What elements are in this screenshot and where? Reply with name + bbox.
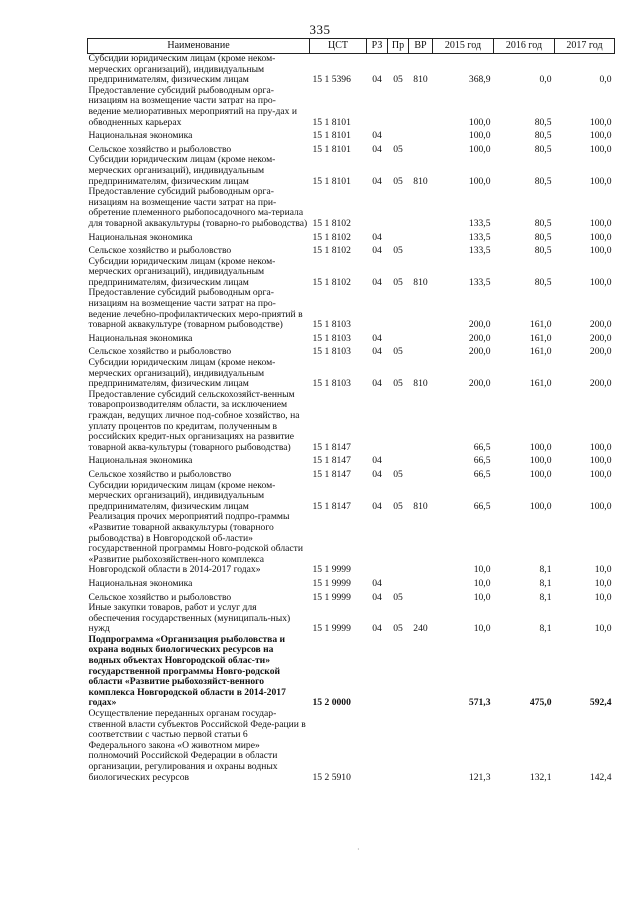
cell-2015: 200,0 bbox=[468, 346, 491, 358]
table-row bbox=[88, 54, 615, 86]
table-row bbox=[88, 358, 615, 390]
table-row bbox=[88, 709, 615, 783]
cell-pr: 05 bbox=[393, 143, 403, 155]
table-row bbox=[88, 288, 615, 330]
cell-vr bbox=[409, 230, 433, 244]
cell-2017: 10,0 bbox=[594, 623, 612, 635]
cell-2016: 161,0 bbox=[529, 346, 552, 358]
cell-vr bbox=[409, 467, 433, 481]
cell-rz: 04 bbox=[372, 378, 382, 390]
cell-pr: 05 bbox=[393, 623, 403, 635]
cell-pr: 05 bbox=[393, 468, 403, 480]
cell-pr: 05 bbox=[393, 74, 403, 86]
table-row bbox=[88, 576, 615, 590]
cell-cst: 15 2 5910 bbox=[312, 771, 351, 783]
cell-vr bbox=[409, 390, 433, 454]
cell-cst: 15 1 8103 bbox=[312, 378, 351, 390]
cell-2015: 200,0 bbox=[468, 319, 491, 331]
table-row bbox=[88, 590, 615, 604]
page-number: 335 bbox=[309, 22, 331, 37]
cell-2016: 100,0 bbox=[529, 468, 552, 480]
cell-2017: 100,0 bbox=[589, 116, 612, 128]
header-2015: 2015 год bbox=[433, 39, 494, 54]
table-row bbox=[88, 155, 615, 187]
table-row bbox=[88, 230, 615, 244]
cell-2016: 161,0 bbox=[529, 378, 552, 390]
cell-rz: 04 bbox=[372, 500, 382, 512]
cell-pr bbox=[388, 512, 409, 576]
cell-2017: 100,0 bbox=[589, 441, 612, 453]
cell-name: Сельское хозяйство и рыболовство bbox=[88, 143, 232, 155]
cell-name: Субсидии юридическим лицам (кроме неком-мерческих организаций), индивидуальным предпринимателям, физическим лицам bbox=[88, 479, 276, 512]
cell-cst: 15 1 9999 bbox=[312, 564, 351, 576]
cell-2016: 0,0 bbox=[539, 74, 552, 86]
table-row bbox=[88, 603, 615, 635]
cell-cst: 15 1 8103 bbox=[312, 332, 351, 344]
cell-2015: 100,0 bbox=[468, 116, 491, 128]
cell-name: Сельское хозяйство и рыболовство bbox=[88, 468, 232, 480]
cell-name: Реализация прочих мероприятий подпро-граммы «Развитие товарной аквакультуры (товарного рыбоводства) в Новгородской об-ласти» государственной программы Новго-родской области «Развитие рыбохозяйствен-ного комплекса Новгородской области в 2014-2017 годах» bbox=[88, 511, 303, 576]
cell-name: Субсидии юридическим лицам (кроме неком-мерческих организаций), индивидуальным предпринимателям, физическим лицам bbox=[88, 357, 276, 390]
cell-name: Субсидии юридическим лицам (кроме неком-мерческих организаций), индивидуальным предпринимателям, физическим лицам bbox=[88, 53, 276, 86]
cell-vr: 810 bbox=[413, 378, 428, 390]
cell-2015: 200,0 bbox=[468, 332, 491, 344]
cell-vr bbox=[409, 142, 433, 156]
cell-2016: 100,0 bbox=[529, 441, 552, 453]
cell-vr bbox=[409, 635, 433, 709]
cell-2015: 10,0 bbox=[473, 591, 491, 603]
cell-2015: 100,0 bbox=[468, 175, 491, 187]
cell-name: Национальная экономика bbox=[88, 455, 193, 467]
cell-rz bbox=[367, 709, 388, 783]
cell-rz: 04 bbox=[372, 245, 382, 257]
table-row bbox=[88, 187, 615, 229]
table-row bbox=[88, 467, 615, 481]
cell-rz: 04 bbox=[372, 468, 382, 480]
cell-cst: 15 1 8147 bbox=[312, 455, 351, 467]
cell-2015: 133,5 bbox=[468, 231, 491, 243]
cell-2016: 100,0 bbox=[529, 500, 552, 512]
cell-name: Предоставление субсидий рыбоводным орга-низациям на возмещение части затрат на про-ведение лечебно-профилактических меро-приятий в товарной аквакультуре (товарном рыбоводстве) bbox=[88, 287, 303, 331]
cell-vr: 810 bbox=[413, 500, 428, 512]
cell-name: Национальная экономика bbox=[88, 231, 193, 243]
cell-2016: 161,0 bbox=[529, 332, 552, 344]
cell-pr: 05 bbox=[393, 175, 403, 187]
cell-cst: 15 1 5396 bbox=[312, 74, 351, 86]
cell-vr bbox=[409, 288, 433, 330]
cell-rz: 04 bbox=[372, 346, 382, 358]
cell-2015: 200,0 bbox=[468, 378, 491, 390]
cell-name: Национальная экономика bbox=[88, 130, 193, 142]
cell-vr bbox=[409, 243, 433, 257]
cell-2017: 10,0 bbox=[594, 577, 612, 589]
cell-2016: 132,1 bbox=[529, 771, 552, 783]
cell-pr bbox=[388, 288, 409, 330]
cell-vr bbox=[409, 331, 433, 345]
cell-rz bbox=[367, 512, 388, 576]
header-rz: РЗ bbox=[367, 39, 388, 54]
cell-name: Предоставление субсидий сельскохозяйст-венным товаропроизводителям области, за исключением граждан, ведущих личное под-собное хозяйство, на уплату процентов по кредитам, полученным в российских кредит-ных организациях на развитие товарной аква-культуры (товарного рыбоводства) bbox=[88, 388, 300, 453]
cell-rz bbox=[367, 390, 388, 454]
cell-2015: 133,5 bbox=[468, 245, 491, 257]
cell-name: Национальная экономика bbox=[88, 577, 193, 589]
scan-speck: · bbox=[357, 845, 360, 854]
cell-cst: 15 1 8147 bbox=[312, 468, 351, 480]
cell-vr: 810 bbox=[413, 175, 428, 187]
cell-cst: 15 1 8102 bbox=[312, 231, 351, 243]
cell-2017: 0,0 bbox=[599, 74, 612, 86]
header-2017: 2017 год bbox=[555, 39, 615, 54]
cell-name: Сельское хозяйство и рыболовство bbox=[88, 245, 232, 257]
cell-2015: 66,5 bbox=[473, 500, 491, 512]
table-row bbox=[88, 481, 615, 513]
table-row bbox=[88, 128, 615, 142]
cell-2016: 100,0 bbox=[529, 455, 552, 467]
table-header-row bbox=[88, 39, 615, 54]
table-row bbox=[88, 86, 615, 128]
cell-cst: 15 1 8102 bbox=[312, 276, 351, 288]
cell-vr bbox=[409, 576, 433, 590]
cell-pr bbox=[388, 390, 409, 454]
cell-vr: 240 bbox=[413, 623, 428, 635]
cell-vr bbox=[409, 128, 433, 142]
cell-2017: 10,0 bbox=[594, 564, 612, 576]
cell-cst: 15 1 9999 bbox=[312, 623, 351, 635]
cell-2015: 10,0 bbox=[473, 564, 491, 576]
cell-2015: 121,3 bbox=[468, 771, 491, 783]
cell-rz: 04 bbox=[372, 175, 382, 187]
cell-2017: 200,0 bbox=[589, 319, 612, 331]
cell-cst: 15 1 9999 bbox=[312, 591, 351, 603]
cell-vr: 810 bbox=[413, 74, 428, 86]
cell-rz bbox=[367, 187, 388, 229]
cell-pr: 05 bbox=[393, 245, 403, 257]
table-row bbox=[88, 344, 615, 358]
cell-2015: 66,5 bbox=[473, 468, 491, 480]
table-row bbox=[88, 635, 615, 709]
cell-rz: 04 bbox=[372, 577, 382, 589]
cell-2017: 100,0 bbox=[589, 231, 612, 243]
table-body bbox=[88, 54, 615, 784]
cell-pr bbox=[388, 576, 409, 590]
cell-2015: 100,0 bbox=[468, 143, 491, 155]
cell-pr bbox=[388, 187, 409, 229]
cell-2017: 100,0 bbox=[589, 468, 612, 480]
cell-pr bbox=[388, 453, 409, 467]
cell-name: Субсидии юридическим лицам (кроме неком-мерческих организаций), индивидуальным предпринимателям, физическим лицам bbox=[88, 255, 276, 288]
cell-2015: 10,0 bbox=[473, 623, 491, 635]
cell-vr bbox=[409, 590, 433, 604]
cell-pr bbox=[388, 331, 409, 345]
cell-pr: 05 bbox=[393, 500, 403, 512]
table-row bbox=[88, 331, 615, 345]
cell-rz bbox=[367, 86, 388, 128]
cell-cst: 15 1 8102 bbox=[312, 245, 351, 257]
cell-2016: 8,1 bbox=[539, 591, 552, 603]
cell-2017: 100,0 bbox=[589, 500, 612, 512]
cell-name: Национальная экономика bbox=[88, 332, 193, 344]
cell-2016: 80,5 bbox=[534, 116, 552, 128]
cell-2017: 100,0 bbox=[589, 175, 612, 187]
cell-rz: 04 bbox=[372, 276, 382, 288]
table-row bbox=[88, 142, 615, 156]
cell-2015: 100,0 bbox=[468, 130, 491, 142]
cell-cst: 15 1 8147 bbox=[312, 500, 351, 512]
cell-vr bbox=[409, 187, 433, 229]
cell-cst: 15 1 8103 bbox=[312, 319, 351, 331]
cell-name: Иные закупки товаров, работ и услуг для обеспечения государственных (муниципаль-ных) нужд bbox=[88, 602, 291, 635]
cell-pr bbox=[388, 86, 409, 128]
cell-vr bbox=[409, 453, 433, 467]
cell-name: Сельское хозяйство и рыболовство bbox=[88, 591, 232, 603]
cell-cst: 15 1 8102 bbox=[312, 217, 351, 229]
cell-2017: 200,0 bbox=[589, 332, 612, 344]
table-row bbox=[88, 512, 615, 576]
cell-rz: 04 bbox=[372, 143, 382, 155]
cell-vr bbox=[409, 344, 433, 358]
cell-cst: 15 1 8147 bbox=[312, 441, 351, 453]
cell-rz bbox=[367, 635, 388, 709]
cell-cst: 15 1 9999 bbox=[312, 577, 351, 589]
table-row bbox=[88, 453, 615, 467]
cell-vr bbox=[409, 86, 433, 128]
cell-rz: 04 bbox=[372, 623, 382, 635]
cell-2016: 8,1 bbox=[539, 623, 552, 635]
cell-name: Предоставление субсидий рыбоводным орга-низациям на возмещение части затрат на про-ведение мелиоративных мероприятий на пру-дах и обводненных карьерах bbox=[88, 84, 297, 128]
cell-vr: 810 bbox=[413, 276, 428, 288]
cell-name: Подпрограмма «Организация рыболовства и охрана водных биологических ресурсов на водных объектах Новгородской облас-ти» государственной программы Новго-родской области «Развитие рыбохозяйст-венного комплекса Новгородской области в 2014-2017 годах» bbox=[88, 633, 286, 709]
table-row bbox=[88, 243, 615, 257]
cell-name: Сельское хозяйство и рыболовство bbox=[88, 346, 232, 358]
header-vr: ВР bbox=[409, 39, 433, 54]
cell-pr bbox=[388, 230, 409, 244]
cell-rz bbox=[367, 288, 388, 330]
header-cst: ЦСТ bbox=[310, 39, 367, 54]
cell-2015: 66,5 bbox=[473, 441, 491, 453]
cell-2017: 200,0 bbox=[589, 378, 612, 390]
cell-cst: 15 1 8103 bbox=[312, 346, 351, 358]
cell-2016: 80,5 bbox=[534, 130, 552, 142]
cell-name: Предоставление субсидий рыбоводным орга-низациям на возмещение части затрат на при-обретение племенного рыбопосадочного ма-териала для товарной аквакультуры (товарно-го рыбоводства) bbox=[88, 186, 308, 229]
cell-2017: 100,0 bbox=[589, 245, 612, 257]
cell-2015: 66,5 bbox=[473, 455, 491, 467]
cell-2016: 80,5 bbox=[534, 276, 552, 288]
cell-2016: 80,5 bbox=[534, 231, 552, 243]
cell-2017: 142,4 bbox=[589, 771, 612, 783]
cell-2017: 100,0 bbox=[589, 217, 612, 229]
cell-vr bbox=[409, 512, 433, 576]
header-2016: 2016 год bbox=[494, 39, 555, 54]
cell-cst: 15 1 8101 bbox=[312, 175, 351, 187]
cell-2016: 8,1 bbox=[539, 577, 552, 589]
cell-2017: 100,0 bbox=[589, 276, 612, 288]
table-row bbox=[88, 390, 615, 454]
cell-2016: 80,5 bbox=[534, 245, 552, 257]
cell-2017: 100,0 bbox=[589, 143, 612, 155]
cell-cst: 15 1 8101 bbox=[312, 130, 351, 142]
cell-name: Субсидии юридическим лицам (кроме неком-мерческих организаций), индивидуальным предпринимателям, физическим лицам bbox=[88, 154, 276, 187]
cell-cst: 15 1 8101 bbox=[312, 143, 351, 155]
cell-2015: 133,5 bbox=[468, 217, 491, 229]
cell-rz: 04 bbox=[372, 455, 382, 467]
cell-2015: 368,9 bbox=[468, 74, 491, 86]
cell-2017: 592,4 bbox=[589, 697, 612, 709]
header-name: Наименование bbox=[88, 39, 310, 54]
budget-table bbox=[87, 38, 615, 783]
cell-2017: 100,0 bbox=[589, 455, 612, 467]
cell-2017: 200,0 bbox=[589, 346, 612, 358]
cell-2017: 100,0 bbox=[589, 130, 612, 142]
cell-2016: 161,0 bbox=[529, 319, 552, 331]
cell-rz: 04 bbox=[372, 591, 382, 603]
cell-vr bbox=[409, 709, 433, 783]
cell-2016: 475,0 bbox=[529, 697, 552, 709]
cell-2017: 10,0 bbox=[594, 591, 612, 603]
cell-2015: 10,0 bbox=[473, 577, 491, 589]
cell-2016: 80,5 bbox=[534, 175, 552, 187]
cell-2015: 571,3 bbox=[468, 697, 491, 709]
cell-rz: 04 bbox=[372, 231, 382, 243]
cell-cst: 15 2 0000 bbox=[312, 697, 351, 709]
cell-pr bbox=[388, 635, 409, 709]
cell-pr bbox=[388, 709, 409, 783]
cell-rz: 04 bbox=[372, 74, 382, 86]
cell-2015: 133,5 bbox=[468, 276, 491, 288]
cell-pr bbox=[388, 128, 409, 142]
cell-name: Осуществление переданных органам государ-ственной власти субъектов Российской Феде-рации в соответствии с частью первой статьи 6 Федерального закона «О животном мире» полномочий Российской Федерации в области организации, регулирования и охраны водных биологических ресурсов bbox=[88, 708, 306, 783]
cell-pr: 05 bbox=[393, 378, 403, 390]
cell-2016: 8,1 bbox=[539, 564, 552, 576]
cell-2016: 80,5 bbox=[534, 217, 552, 229]
header-pr: Пр bbox=[388, 39, 409, 54]
cell-pr: 05 bbox=[393, 276, 403, 288]
table-row bbox=[88, 257, 615, 289]
cell-rz: 04 bbox=[372, 332, 382, 344]
cell-cst: 15 1 8101 bbox=[312, 116, 351, 128]
cell-pr: 05 bbox=[393, 591, 403, 603]
cell-pr: 05 bbox=[393, 346, 403, 358]
cell-rz: 04 bbox=[372, 130, 382, 142]
cell-2016: 80,5 bbox=[534, 143, 552, 155]
